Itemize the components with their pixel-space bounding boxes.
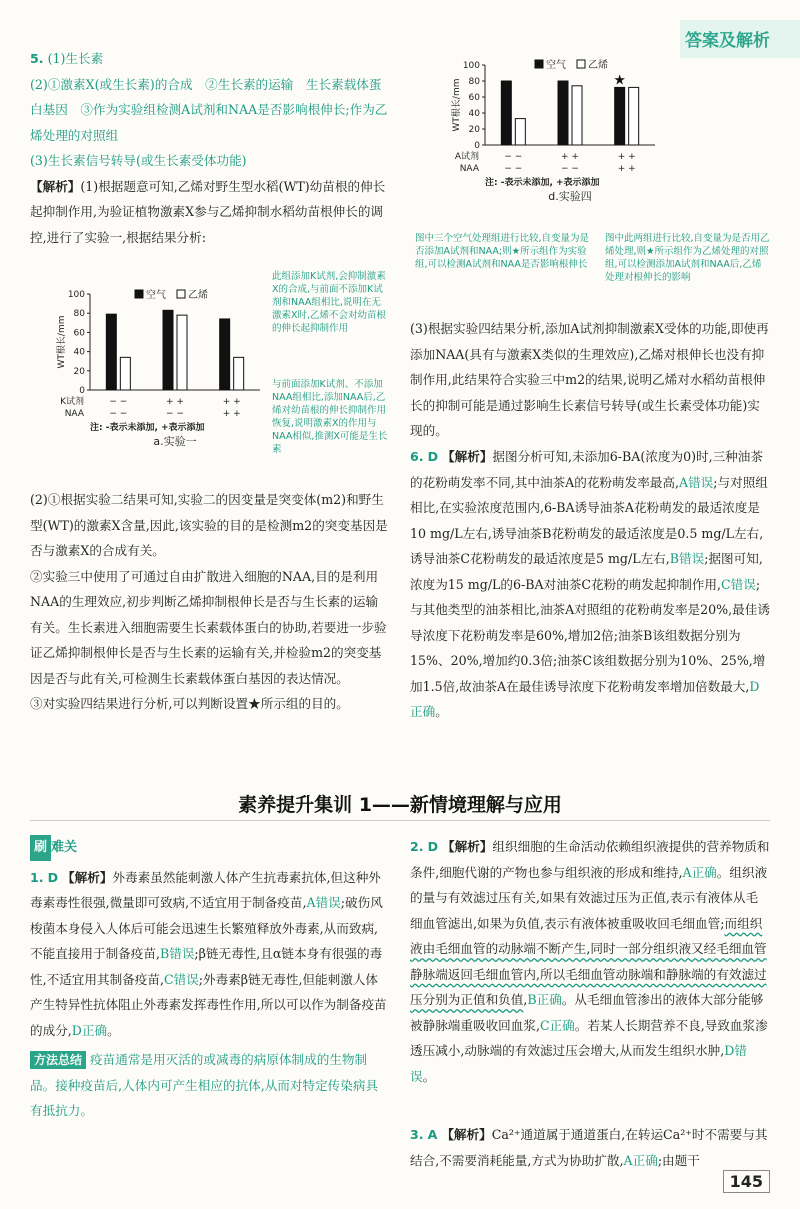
q3-text-2: ;由题干 — [657, 1152, 700, 1168]
chart-note: 注: -表示未添加, +表示添加 — [485, 178, 600, 188]
bar-1-1 — [572, 86, 582, 145]
q2-text-3: , — [523, 992, 528, 1007]
q3-mark-a: A正确 — [623, 1152, 658, 1168]
chart-note: 注: -表示未添加, +表示添加 — [90, 423, 205, 433]
q1-mark-d: D正确 — [71, 1022, 108, 1038]
q5-answer-1: (1)生长素 — [47, 51, 104, 66]
bar-0-0 — [106, 314, 116, 390]
bar-1-0 — [163, 310, 173, 390]
y-tick-label: 40 — [73, 347, 85, 358]
section-title: 素养提升集训 1——新情境理解与应用 — [238, 794, 562, 816]
q2-answer: D — [427, 839, 439, 854]
q3-text-1: Ca²⁺通道属于通道蛋白,在转运Ca²⁺时不需要与其结合,不需要消耗能量,方式为协助扩散, — [410, 1127, 768, 1168]
y-tick-label: 20 — [468, 125, 480, 135]
q6-mark-a: A错误 — [678, 474, 714, 490]
q5-explanation-tag: 【解析】 — [30, 178, 81, 194]
y-tick-label: 20 — [73, 366, 85, 377]
legend-label-1: 乙烯 — [188, 290, 208, 301]
y-tick-label: 100 — [67, 290, 85, 300]
chart-d-note-1: 图中三个空气处理组进行比较,自变量为是否添加A试剂和NAA;则★所示组作为实验组,可以检测A试剂和NAA是否影响根伸长 — [415, 233, 590, 270]
q1-answer: D — [47, 869, 59, 885]
q2-number: 2. — [410, 839, 424, 854]
header-title: 答案及解析 — [685, 31, 770, 51]
q3-number: 3. — [410, 1127, 424, 1142]
bar-1-0 — [558, 81, 568, 145]
q2-mark-c: C正确 — [539, 1017, 575, 1033]
method-summary-tag: 方法总结 — [30, 1051, 86, 1069]
y-tick-label: 40 — [468, 109, 480, 119]
q1-text-3: ;β链无毒性,且α链本身有很强的毒性,不适宜用其制备疫苗, — [30, 946, 383, 987]
chart-title: d.实验四 — [548, 190, 592, 203]
q3-block — [410, 1122, 770, 1173]
row-label-1: NAA — [459, 164, 479, 174]
q2-text-2: 。组织液的量与有效滤过压有关,如果有效滤过压为正值,表示有液体从毛细血管滤出,如果为负值,表示有液体被重吸收回毛细血管; — [410, 864, 768, 931]
row-value: − − — [561, 164, 579, 174]
row-value: + + — [166, 397, 184, 407]
q5-answer-3: (3)生长素信号转导(或生长素受体功能) — [30, 153, 247, 168]
q1-explanation-tag: 【解析】 — [62, 869, 113, 885]
bar-2-1 — [234, 357, 244, 390]
q6-mark-b: B错误 — [669, 551, 705, 566]
q5-answer-2: (2)①激素X(或生长素)的合成 ②生长素的运输 生长素载体蛋白基因 ③作为实验组检测A试剂和NAA是否影响根伸长;作为乙烯处理的对照组 — [30, 76, 388, 143]
q5-explanation-right — [410, 316, 770, 444]
q5-explanation-3: ②实验三中使用了可通过自由扩散进入细胞的NAA,目的是利用NAA的生理效应,初步判断乙烯抑制根伸长是否与生长素的运输有关。生长素进入细胞需要生长素载体蛋白的协助,若要进一步验证乙烯抑制根伸长是否与生长素的运输有关,并检验m2的突变基因是否与此有关,可检测生长素载体蛋白基因的表达情况。 — [30, 568, 387, 686]
chart-d-svg — [415, 50, 675, 230]
legend-label-0: 空气 — [546, 60, 566, 71]
chart-a-svg — [40, 270, 270, 485]
bar-0-1 — [515, 119, 525, 145]
legend-swatch-1 — [177, 290, 185, 298]
row-value: − − — [166, 409, 184, 419]
y-tick-label: 60 — [468, 93, 480, 103]
row-label-0: A试剂 — [454, 152, 479, 162]
q6-explanation-tag: 【解析】 — [442, 449, 493, 464]
y-tick-label: 60 — [73, 328, 85, 339]
row-value: + + — [222, 397, 241, 407]
legend-swatch-1 — [577, 60, 585, 68]
q2-mark-a: A正确 — [682, 864, 717, 880]
q1-text-2: ;破伤风梭菌本身侵入人体后可能会迅速生长繁殖释放外毒素,从而致病,不能直接用于制备疫苗, — [30, 895, 383, 961]
bar-2-0 — [615, 87, 625, 145]
q5-explanation-cont — [30, 487, 390, 717]
bar-0-0 — [501, 81, 511, 145]
q2-text-1: 组织细胞的生命活动依赖组织液提供的营养物质和条件,细胞代谢的产物也参与组织液的形成和维持, — [410, 839, 770, 880]
chart-a-note-1: 此组添加K试剂,会抑制激素X的合成,与前面不添加K试剂和NAA组相比,说明在无激素X时,乙烯不会对幼苗根的伸长起抑制作用 — [272, 271, 387, 334]
q5-explanation-2: (2)①根据实验二结果可知,实验二的因变量是突变体(m2)和野生型(WT)的激素X含量,因此,该实验的目的是检测m2的突变基因是否与激素X的合成有关。 — [30, 492, 388, 558]
q2-end: 。 — [422, 1068, 436, 1084]
q2-mark-d: D错误 — [410, 1043, 747, 1084]
q6-text-2: ;与对照组相比,在实验浓度范围内,6-BA诱导油茶A花粉萌发的最适浓度是10 mg/L左右,诱导油茶B花粉萌发的最适浓度是0.5 mg/L左右,诱导油茶C花粉萌发的最适浓度是5 mg/L左右, — [410, 474, 768, 566]
q6-text-4: ;与其他类型的油茶相比,油茶A对照组的花粉萌发率是20%,最佳诱导浓度下花粉萌发率是60%,增加2倍;油茶B该组数据分别为15%、20%,增加约0.3倍;油茶C该组数据分别为10%、25%,增加1.5倍,故油茶A在最佳诱导浓度下花粉萌发率增加倍数最大, — [410, 576, 770, 694]
brush-badge: 刷 — [30, 835, 51, 861]
q6-text-3: ;据图可知,浓度为15 mg/L的6-BA对油茶C花粉的萌发起抑制作用, — [410, 551, 763, 592]
q5-answers — [30, 46, 390, 250]
q1-mark-b: B错误 — [159, 946, 195, 961]
q2-block — [410, 834, 770, 1089]
q1-number: 1. — [30, 869, 44, 885]
q3-answer: A — [427, 1127, 438, 1142]
chart-a-note-2: 与前面添加K试剂、不添加NAA组相比,添加NAA后,乙烯对幼苗根的伸长抑制作用恢复,说明激素X的作用与NAA相似,推测X可能是生长素 — [272, 379, 388, 455]
q6-text-1: 据图分析可知,未添加6-BA(浓度为0)时,三种油茶的花粉萌发率不同,其中油茶A的花粉萌发率最高, — [410, 449, 763, 490]
legend-swatch-0 — [535, 60, 543, 68]
q5-number: 5. — [30, 51, 44, 66]
q6-block — [410, 444, 770, 725]
q6-mark-c: C错误 — [721, 576, 756, 592]
q1-mark-a: A错误 — [306, 895, 341, 910]
q6-answer: D — [427, 449, 439, 464]
q1-mark-c: C错误 — [163, 971, 199, 987]
q1-text-4: ;外毒素β链无毒性,但能刺激人体产生特异性抗体阻止外毒素发挥毒性作用,所以可以作为制备疫苗的成分, — [30, 971, 387, 1038]
y-tick-label: 80 — [73, 309, 85, 320]
legend-label-1: 乙烯 — [588, 60, 608, 71]
q6-end: 。 — [435, 704, 448, 719]
method-summary-text: 疫苗通常是用灭活的或减毒的病原体制成的生物制品。接种疫苗后,人体内可产生相应的抗体,从而对特定传染病具有抵抗力。 — [30, 1052, 379, 1118]
y-tick-label: 0 — [79, 386, 85, 396]
q6-mark-d: D正确 — [410, 678, 760, 719]
q5-explanation-4: ③对实验四结果进行分析,可以判断设置★所示组的目的。 — [30, 696, 349, 711]
chart-experiment-4 — [415, 50, 775, 315]
q2-text-5: 。若某人长期营养不良,导致血浆渗透压减小,动脉端的有效滤过压会增大,从而发生组织水肿, — [410, 1017, 768, 1058]
section-divider — [30, 820, 770, 821]
bar-2-1 — [629, 87, 639, 145]
y-tick-label: 80 — [468, 77, 480, 87]
bar-2-0 — [220, 319, 230, 390]
q2-underlined: 而组织液由毛细血管的动脉端不断产生,同时一部分组织液又经毛细血管静脉端返回毛细血管内,所以毛细血管动脉端和静脉端的有效滤过压分别为正值和负值 — [410, 915, 767, 1007]
legend-label-0: 空气 — [146, 290, 166, 301]
row-value: − − — [109, 397, 128, 407]
row-value: + + — [222, 409, 241, 419]
y-axis-label: WT根长/mm — [57, 315, 67, 369]
star-marker: ★ — [613, 72, 626, 89]
q5-explanation-1: (1)根据题意可知,乙烯对野生型水稻(WT)幼苗根的伸长起抑制作用,为验证植物激素X参与乙烯抑制水稻幼苗根伸长的调控,进行了实验一,根据结果分析: — [30, 178, 386, 245]
chart-d-note-2: 图中此两组进行比较,自变量为是否用乙烯处理,则★所示组作为乙烯处理的对照组,可以检测添加A试剂和NAA后,乙烯处理对根伸长的影响 — [605, 233, 770, 283]
chart-experiment-1 — [40, 270, 390, 485]
row-label-1: NAA — [64, 409, 84, 419]
q1-end: 。 — [107, 1022, 120, 1038]
y-tick-label: 100 — [462, 61, 480, 71]
row-value: + + — [617, 152, 636, 162]
legend-swatch-0 — [135, 290, 143, 298]
y-tick-label: 0 — [474, 141, 480, 151]
row-value: + + — [617, 164, 636, 174]
y-axis-label: WT根长/mm — [452, 78, 462, 132]
q1-text-1: 外毒素虽然能刺激人体产生抗毒素抗体,但这种外毒素毒性很强,微量即可致病,不适宜用于制备疫苗, — [30, 869, 381, 910]
bar-1-1 — [177, 315, 187, 390]
q2-text-4: 。从毛细血管渗出的液体大部分能够被静脉端重吸收回血浆, — [410, 992, 764, 1033]
q2-explanation-tag: 【解析】 — [442, 839, 493, 854]
bar-0-1 — [120, 357, 130, 390]
row-label-0: K试剂 — [60, 397, 84, 407]
q2-mark-b: B正确 — [527, 992, 562, 1007]
q1-block — [30, 834, 390, 1124]
q3-explanation-tag: 【解析】 — [441, 1127, 492, 1142]
row-value: − − — [504, 164, 523, 174]
chart-title: a.实验一 — [153, 435, 197, 448]
q6-number: 6. — [410, 449, 424, 464]
row-value: − − — [109, 409, 128, 419]
q5-explanation-5: (3)根据实验四结果分析,添加A试剂抑制激素X受体的功能,即使再添加NAA(具有与激素X类似的生理效应),乙烯对根伸长也没有抑制作用,此结果符合实验三中m2的结果,说明乙烯对水稻幼苗根伸长的抑制可能是通过影响生长素信号转导(或生长素受体功能)实现的。 — [410, 321, 769, 438]
page-number: 145 — [723, 1170, 770, 1193]
row-value: − − — [504, 152, 523, 162]
row-value: + + — [561, 152, 579, 162]
brush-label: 难关 — [51, 840, 78, 855]
